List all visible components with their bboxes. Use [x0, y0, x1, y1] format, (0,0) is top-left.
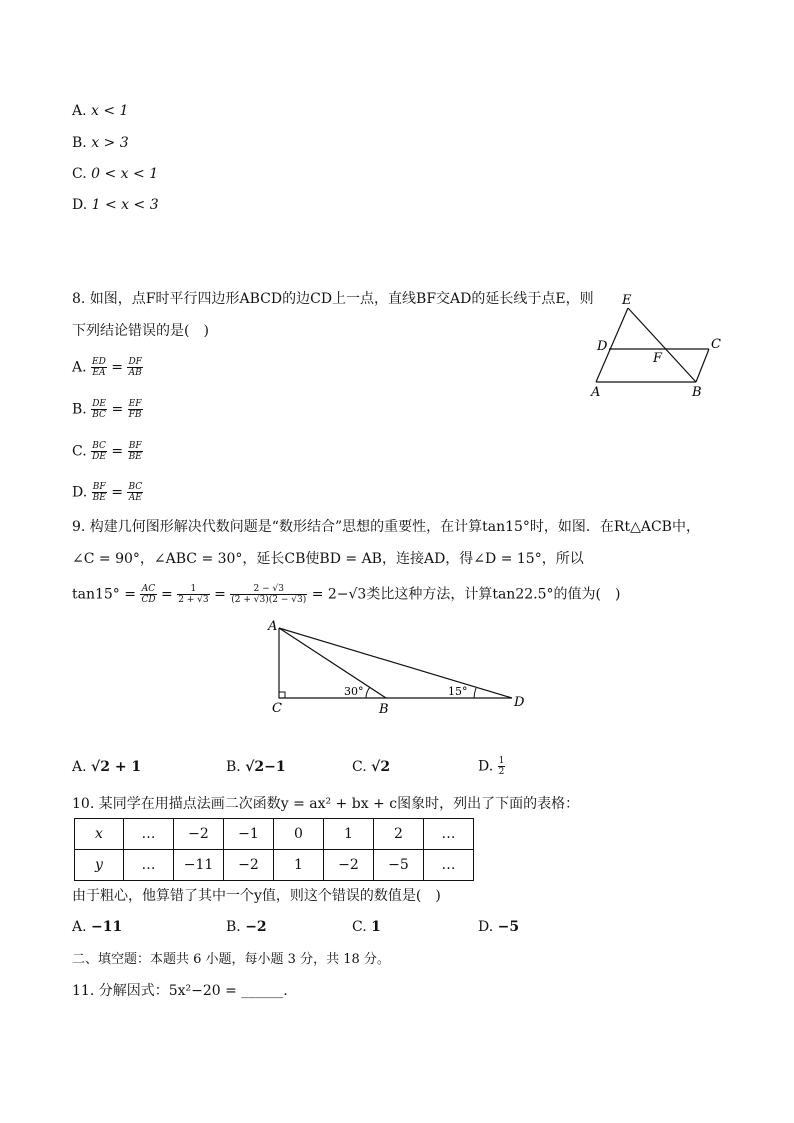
q8-option-b: B. $\frac{DE}{BC}$ = $\frac{EF}{FB}$	[72, 399, 142, 420]
angle-arc-30	[366, 687, 370, 698]
denominator: (2 + √3)(2 − √3)	[231, 595, 307, 605]
q8-option-a: A. $\frac{ED}{EA}$ = $\frac{DF}{AB}$	[72, 357, 142, 378]
point-label-d: D	[597, 339, 608, 354]
table-cell: −2	[224, 850, 274, 881]
fraction-rationalized	[230, 584, 307, 605]
table-cell: 0	[274, 819, 324, 850]
fraction	[91, 399, 107, 420]
numerator: BF	[92, 482, 106, 492]
numerator: BC	[92, 441, 106, 451]
fraction-ac-cd	[140, 584, 156, 605]
option-label: C.	[352, 759, 367, 775]
option-label: D.	[478, 919, 494, 935]
option-label: B.	[72, 135, 87, 151]
option-text: 0 < x < 1	[91, 166, 159, 182]
fraction	[91, 357, 107, 378]
option-label: C.	[72, 443, 87, 460]
denominator: BC	[92, 410, 106, 420]
table-cell: …	[424, 850, 474, 881]
fraction	[91, 441, 107, 462]
fraction-one-half	[498, 756, 506, 777]
angle-label-15: 15°	[448, 685, 468, 698]
point-label-b: B	[692, 385, 702, 400]
option-text: −5	[497, 919, 520, 935]
table-cell: −2	[324, 850, 374, 881]
numerator: 1	[498, 756, 505, 766]
q10-option-b	[226, 918, 267, 936]
q9-option-c	[352, 758, 390, 776]
numerator: ED	[92, 357, 106, 367]
point-label-f: F	[653, 351, 663, 366]
q10-option-a	[72, 918, 122, 936]
q10-stem-line1: 10. 某同学在用描点法画二次函数y = ax² + bx + c图象时，列出了下面的表格：	[72, 796, 580, 812]
option-text: −2	[245, 919, 267, 935]
table-cell: …	[124, 850, 174, 881]
option-text: √2 + 1	[91, 759, 142, 775]
q9-stem-line3: tan15° = $\frac{AC}{CD}$ = $\frac{1}{2 + √3}$ = $\frac{2 - √3}{(2 + √3)(2 - √3)}$ = 2−√3类比这种方法，计算tan22.5°的值为( )	[72, 584, 621, 605]
numerator: DE	[92, 399, 106, 409]
option-text: √2	[371, 759, 391, 775]
denominator: EA	[92, 368, 106, 378]
angle-label-30: 30°	[344, 685, 364, 698]
table-header-y: y	[75, 850, 124, 881]
table-cell: −2	[174, 819, 224, 850]
fraction-1-over	[177, 584, 209, 605]
option-label: B.	[226, 759, 241, 775]
option-label: D.	[72, 197, 88, 213]
option-text: √2−1	[245, 759, 286, 775]
q10-option-d	[478, 918, 519, 936]
q7-option-d	[72, 196, 159, 214]
line3-end: = 2−√3类比这种方法，计算tan22.5°的值为( )	[311, 586, 621, 603]
table-row-y	[75, 850, 474, 881]
q11-stem: 11. 分解因式：5x²−20 = ______.	[72, 983, 288, 999]
point-label-a: A	[268, 619, 278, 634]
q9-triangle-figure	[262, 616, 542, 720]
table-cell: −5	[374, 850, 424, 881]
numerator: BF	[128, 441, 142, 451]
numerator: 2 − √3	[230, 584, 307, 595]
option-text: 1	[371, 919, 381, 935]
numerator: EF	[128, 399, 142, 409]
option-label: A.	[72, 919, 87, 935]
q10-option-c	[352, 918, 381, 936]
table-cell: …	[124, 819, 174, 850]
q7-option-c	[72, 165, 158, 183]
denominator: 2	[498, 767, 505, 777]
table-cell: …	[424, 819, 474, 850]
numerator: 1	[177, 584, 209, 595]
table-cell: 2	[374, 819, 424, 850]
option-label: B.	[72, 401, 87, 418]
point-label-c: C	[711, 337, 721, 352]
denominator: 2 + √3	[178, 595, 209, 605]
q9-option-a	[72, 758, 141, 776]
numerator: BC	[128, 482, 143, 492]
q9-stem-line2: ∠C = 90°，∠ABC = 30°，延长CB使BD = AB，连接AD，得∠D = 15°，所以	[72, 551, 584, 567]
q8-stem-line1: 8. 如图，点F时平行四边形ABCD的边CD上一点，直线BF交AD的延长线于点E，则	[72, 291, 594, 307]
denominator: AB	[128, 368, 142, 378]
table-row-x	[75, 819, 474, 850]
q8-option-d: D. $\frac{BF}{BE}$ = $\frac{BC}{AE}$	[72, 482, 143, 503]
q7-option-a	[72, 102, 128, 120]
angle-arc-15	[474, 688, 476, 698]
fraction	[127, 482, 143, 503]
denominator: FB	[128, 410, 142, 420]
right-angle-mark	[279, 692, 285, 698]
table-header-x: x	[75, 819, 124, 850]
q8-parallelogram-figure	[585, 290, 725, 400]
tan15-label: tan15° =	[72, 586, 136, 603]
q10-stem-line2: 由于粗心，他算错了其中一个y值，则这个错误的数值是( )	[72, 888, 441, 904]
table-cell: 1	[274, 850, 324, 881]
numerator: AC	[141, 584, 156, 594]
q7-option-b	[72, 134, 129, 152]
option-label: C.	[72, 166, 87, 182]
table-cell: 1	[324, 819, 374, 850]
fraction	[92, 482, 107, 503]
denominator: BE	[128, 452, 142, 462]
q8-option-c: C. $\frac{BC}{DE}$ = $\frac{BF}{BE}$	[72, 441, 142, 462]
point-label-e: E	[622, 293, 632, 308]
line-eb	[628, 308, 696, 382]
point-label-d: D	[514, 695, 525, 710]
option-text: −11	[91, 919, 123, 935]
q10-value-table	[74, 818, 474, 881]
q8-stem-line2: 下列结论错误的是( )	[72, 323, 209, 339]
option-label: D.	[478, 758, 494, 775]
option-label: D.	[72, 484, 88, 501]
point-label-a: A	[591, 385, 601, 400]
point-label-c: C	[272, 701, 282, 716]
table-cell: −11	[174, 850, 224, 881]
option-text: x < 1	[91, 103, 129, 119]
option-label: A.	[72, 103, 87, 119]
fraction	[128, 441, 143, 462]
q9-stem-line1: 9. 构建几何图形解决代数问题是“数形结合”思想的重要性，在计算tan15°时，如图．在Rt△ACB中，	[72, 519, 700, 535]
denominator: CD	[141, 595, 156, 605]
option-text: 1 < x < 3	[91, 197, 159, 213]
line-cb	[696, 349, 709, 382]
denominator: BE	[92, 493, 106, 503]
option-text: x > 3	[91, 135, 129, 151]
q9-option-d	[478, 756, 505, 777]
denominator: DE	[92, 452, 106, 462]
option-label: C.	[352, 919, 367, 935]
option-label: B.	[226, 919, 241, 935]
option-label: A.	[72, 759, 87, 775]
fraction	[128, 399, 143, 420]
numerator: DF	[128, 357, 142, 367]
table-cell: −1	[224, 819, 274, 850]
fraction	[127, 357, 142, 378]
point-label-b: B	[379, 702, 389, 717]
section-title-fill-in: 二、填空题：本题共 6 小题，每小题 3 分，共 18 分。	[72, 952, 390, 967]
option-label: A.	[72, 359, 87, 376]
denominator: AE	[128, 493, 142, 503]
line-ad	[279, 628, 512, 698]
q9-option-b	[226, 758, 286, 776]
